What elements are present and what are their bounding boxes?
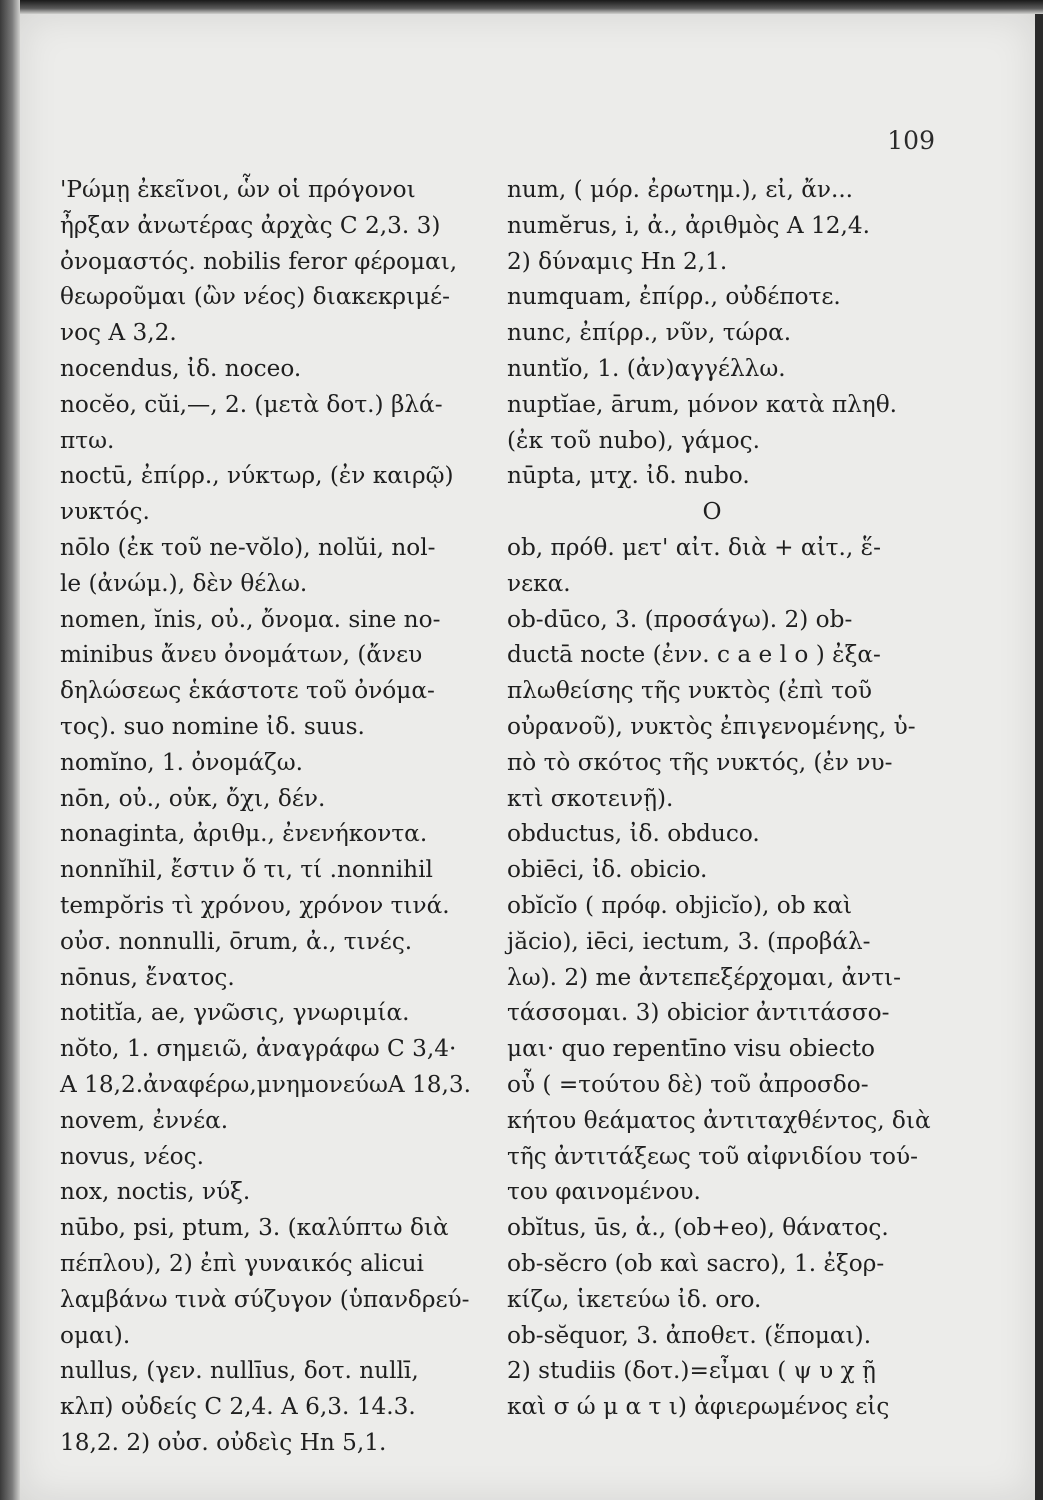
- entry-line: nonaginta, ἀριθμ., ἐνενήκοντα.: [60, 820, 428, 848]
- entry-line: τος). suo nomine ἰδ. suus.: [60, 712, 365, 740]
- entry-line: νεκα.: [507, 569, 571, 597]
- entry-line: οὐσ. nonnulli, ōrum, ἀ., τινές.: [60, 927, 413, 955]
- entry-line: nōlo (ἐκ τοῦ ne-vŏlo), nolŭi, nol-: [60, 533, 436, 561]
- entry-line: nomĭno, 1. ὀνομάζω.: [60, 748, 304, 776]
- entry-line: ὀνομαστός. nobilis feror φέρομαι,: [60, 247, 458, 275]
- entry-line: κίζω, ἱκετεύω ἰδ. oro.: [507, 1285, 762, 1313]
- entry-line: μαι· quo repentīno visu obiecto: [507, 1035, 875, 1063]
- entry-line: πτω.: [60, 426, 115, 454]
- entry-line: le (ἀνώμ.), δὲν θέλω.: [60, 569, 308, 597]
- entry-line: nuptĭae, ārum, μόνον κατὰ πληθ.: [507, 390, 898, 418]
- entry-line: nōn, οὐ., οὐκ, ὄχι, δέν.: [60, 784, 326, 812]
- entry-line: ob-dūco, 3. (προσάγω). 2) ob-: [507, 605, 853, 633]
- entry-line: obiēci, ἰδ. obicio.: [507, 856, 708, 884]
- entry-line: κήτου θεάματος ἀντιταχθέντος, διὰ: [507, 1106, 931, 1134]
- entry-line: θεωροῦμαι (ὢν νέος) διακεκριμέ-: [60, 283, 450, 311]
- page-number: 109: [887, 126, 935, 155]
- entry-line: καὶ σ ώ μ α τ ι) ἀφιερωμένος εἰς: [507, 1393, 890, 1421]
- entry-line: τῆς ἀντιτάξεως τοῦ αἰφνιδίου τού-: [507, 1142, 918, 1170]
- entry-line: nunc, ἐπίρρ., νῦν, τώρα.: [507, 319, 792, 347]
- entry-line: minibus ἄνευ ὀνομάτων, (ἄνευ: [60, 641, 423, 669]
- entry-line: ομαι).: [60, 1321, 131, 1349]
- entry-line: noctū, ἐπίρρ., νύκτωρ, (ἐν καιρῷ): [60, 462, 454, 490]
- entry-line: ob-sĕcro (ob καὶ sacro), 1. ἐξορ-: [507, 1249, 885, 1277]
- entry-line: πλωθείσης τῆς νυκτὸς (ἐπὶ τοῦ: [507, 677, 872, 705]
- entry-line: πέπλου), 2) ἐπὶ γυναικός alicui: [60, 1249, 424, 1277]
- entry-line: numĕrus, i, ἀ., ἀριθμὸς A 12,4.: [507, 211, 871, 239]
- entry-line: num, ( μόρ. ἐρωτημ.), εἰ, ἄν...: [507, 176, 854, 203]
- entry-line: nox, noctis, νύξ.: [60, 1178, 251, 1206]
- entry-line: νυκτός.: [60, 498, 150, 526]
- entry-line: novus, νέος.: [60, 1142, 204, 1170]
- entry-line: λαμβάνω τινὰ σύζυγον (ὑπανδρεύ-: [60, 1285, 470, 1313]
- entry-line: nocendus, ἰδ. noceo.: [60, 354, 302, 382]
- entry-line: ἦρξαν ἀνωτέρας ἀρχὰς C 2,3. 3): [60, 211, 441, 239]
- entry-line: nocĕo, cŭi,—, 2. (μετὰ δοτ.) βλά-: [60, 390, 443, 418]
- entry-line: obĭtus, ūs, ἀ., (ob+eo), θάνατος.: [507, 1214, 889, 1242]
- entry-line: A 18,2.ἀναφέρω,μνημονεύωA 18,3.: [60, 1070, 472, 1098]
- scan-left-edge: [0, 0, 20, 1500]
- right-column: [507, 172, 947, 1425]
- entry-line: πὸ τὸ σκότος τῆς νυκτός, (ἐν νυ-: [507, 748, 893, 776]
- scan-top-edge: [20, 0, 1043, 14]
- left-column: [60, 172, 500, 1461]
- entry-line: jăcio), iēci, iectum, 3. (προβάλ-: [507, 927, 871, 955]
- entry-line: 2) studiis (δοτ.)=εἶμαι ( ψ υ χ ῇ: [507, 1357, 876, 1385]
- entry-line: 'Ρώμῃ ἐκεῖνοι, ὧν οἱ πρόγονοι: [60, 176, 416, 203]
- entry-line: nuntĭo, 1. (ἀν)αγγέλλω.: [507, 354, 786, 382]
- section-letter: O: [702, 498, 722, 526]
- entry-line: nūbo, psi, ptum, 3. (καλύπτω διὰ: [60, 1214, 449, 1242]
- entry-line: (ἐκ τοῦ nubo), γάμος.: [507, 426, 760, 454]
- entry-line: του φαινομένου.: [507, 1178, 701, 1206]
- entry-line: obductus, ἰδ. obduco.: [507, 820, 760, 848]
- entry-line: novem, ἐννέα.: [60, 1106, 229, 1134]
- entry-line: δηλώσεως ἑκάστοτε τοῦ ὀνόμα-: [60, 677, 435, 705]
- entry-line: κτὶ σκοτεινῇ).: [507, 784, 674, 812]
- entry-line: ob, πρόθ. μετ' αἰτ. διὰ + αἰτ., ἕ-: [507, 533, 881, 561]
- entry-line: λω). 2) me ἀντεπεξέρχομαι, ἀντι-: [507, 963, 901, 991]
- entry-line: obĭcĭo ( πρόφ. objicĭo), ob καὶ: [507, 891, 853, 919]
- entry-line: κλπ) οὐδείς C 2,4. A 6,3. 14.3.: [60, 1393, 416, 1421]
- entry-line: nŏto, 1. σημειῶ, ἀναγράφω C 3,4·: [60, 1035, 457, 1063]
- entry-line: nullus, (γεν. nullīus, δοτ. nullī,: [60, 1357, 419, 1385]
- entry-line: numquam, ἐπίρρ., οὐδέποτε.: [507, 283, 841, 311]
- entry-line: οὐρανοῦ), νυκτὸς ἐπιγενομένης, ὑ-: [507, 712, 916, 740]
- entry-line: τάσσομαι. 3) obicior ἀντιτάσσο-: [507, 999, 890, 1027]
- entry-line: 18,2. 2) οὐσ. οὐδεὶς Hn 5,1.: [60, 1428, 387, 1456]
- entry-line: nōnus, ἔνατος.: [60, 963, 235, 991]
- entry-line: ob-sĕquor, 3. ἀποθετ. (ἕπομαι).: [507, 1321, 872, 1349]
- entry-line: 2) δύναμις Hn 2,1.: [507, 247, 728, 275]
- entry-line: nonnĭhil, ἔστιν ὅ τι, τί .nonnihil: [60, 856, 433, 884]
- entry-line: οὗ ( =τούτου δὲ) τοῦ ἀπροσδο-: [507, 1070, 869, 1098]
- entry-line: nomen, ĭnis, οὐ., ὄνομα. sine no-: [60, 605, 441, 633]
- entry-line: nūpta, μτχ. ἰδ. nubo.: [507, 462, 750, 490]
- entry-line: νος A 3,2.: [60, 319, 177, 347]
- entry-line: notitĭa, ae, γνῶσις, γνωριμία.: [60, 999, 410, 1027]
- entry-line: ductā nocte (ἐνν. c a e l o ) ἐξα-: [507, 641, 881, 669]
- entry-line: tempŏris τὶ χρόνου, χρόνον τινά.: [60, 891, 450, 919]
